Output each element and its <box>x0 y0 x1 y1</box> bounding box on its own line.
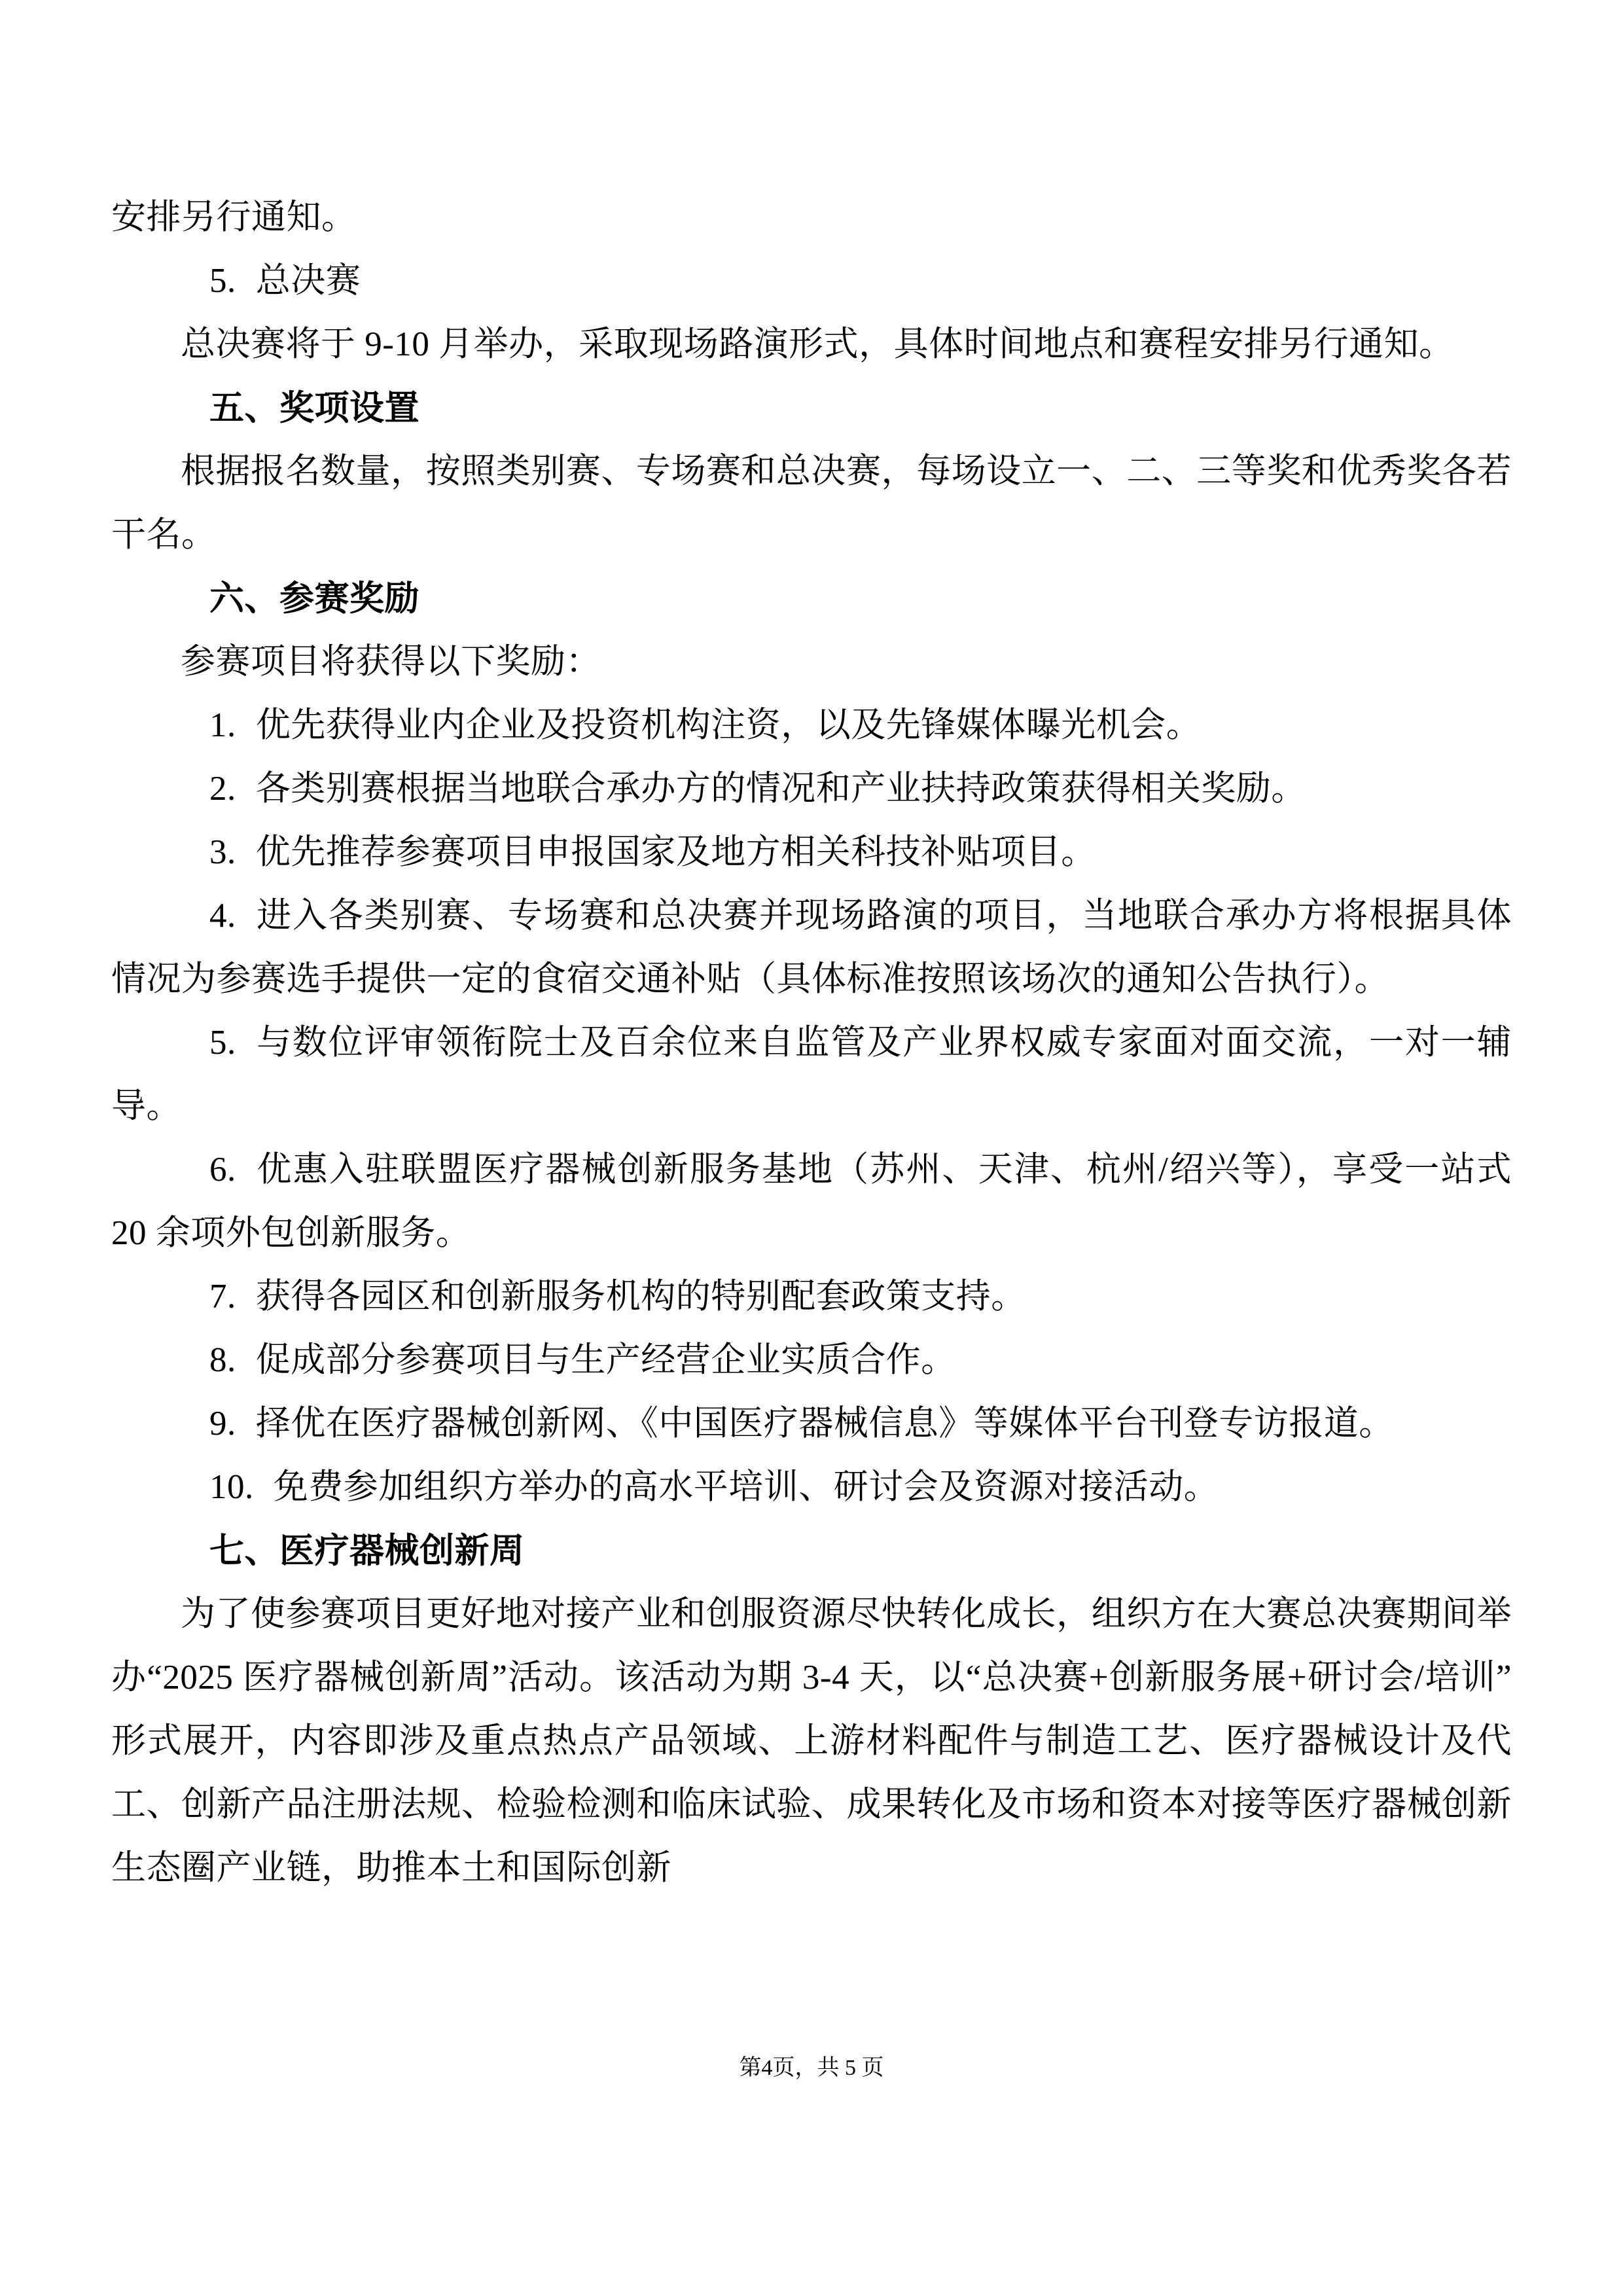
list-item <box>111 1329 1512 1392</box>
list-text: 与数位评审领衔院士及百余位来自监管及产业界权威专家面对面交流，一对一辅导。 <box>111 1024 1512 1125</box>
list-item <box>111 694 1512 757</box>
list-text: 获得各园区和创新服务机构的特别配套政策支持。 <box>255 1278 1026 1316</box>
list-number: 5. <box>209 1024 236 1062</box>
list-text: 优先推荐参赛项目申报国家及地方相关科技补贴项目。 <box>255 833 1096 871</box>
list-number: 3. <box>209 833 236 871</box>
page-footer: 第4页，共 5 页 <box>739 2056 884 2080</box>
list-text: 促成部分参赛项目与生产经营企业实质合作。 <box>255 1341 956 1379</box>
list-text: 优先获得业内企业及投资机构注资，以及先锋媒体曝光机会。 <box>255 706 1202 744</box>
list-number: 9. <box>209 1405 236 1443</box>
list-text: 择优在医疗器械创新网、《中国医疗器械信息》等媒体平台刊登专访报道。 <box>255 1405 1394 1443</box>
list-item <box>111 821 1512 884</box>
section-heading: 五、奖项设置 <box>209 389 419 427</box>
document-body <box>111 186 1512 1900</box>
list-item <box>111 1011 1512 1138</box>
list-item <box>111 249 1512 313</box>
paragraph: 为了使参赛项目更好地对接产业和创服资源尽快转化成长，组织方在大赛总决赛期间举办“2025 医疗器械创新周”活动。该活动为期 3-4 天，以“总决赛+创新服务展+研讨会/培训” 形式展开，内容即涉及重点热点产品领域、上游材料配件与制造工艺、医疗器械设计及代工、创新产品注册法规、检验检测和临床试验、成果转化及市场和资本对接等医疗器械创新生态圈产业链，助推本土和国际创新 <box>111 1595 1512 1887</box>
list-number: 7. <box>209 1278 236 1316</box>
list-number: 10. <box>209 1468 254 1506</box>
list-number: 6. <box>209 1151 236 1189</box>
paragraph: 总决赛将于 9-10 月举办，采取现场路演形式，具体时间地点和赛程安排另行通知。 <box>181 325 1454 363</box>
list-number: 4. <box>209 897 236 935</box>
list-item <box>111 757 1512 821</box>
list-item <box>111 1456 1512 1519</box>
section-heading: 七、医疗器械创新周 <box>209 1532 525 1570</box>
paragraph: 参赛项目将获得以下奖励： <box>181 643 601 681</box>
list-item <box>111 1392 1512 1456</box>
list-number: 5. <box>209 262 236 300</box>
paragraph: 安排另行通知。 <box>111 198 357 236</box>
list-text: 总决赛 <box>255 262 361 300</box>
list-number: 8. <box>209 1341 236 1379</box>
list-text: 优惠入驻联盟医疗器械创新服务基地（苏州、天津、杭州/绍兴等），享受一站式 20 余项外包创新服务。 <box>111 1151 1512 1252</box>
list-number: 1. <box>209 706 236 744</box>
paragraph: 根据报名数量，按照类别赛、专场赛和总决赛，每场设立一、二、三等奖和优秀奖各若干名。 <box>111 452 1512 554</box>
list-item <box>111 884 1512 1011</box>
section-heading: 六、参赛奖励 <box>209 579 419 618</box>
list-text: 免费参加组织方举办的高水平培训、研讨会及资源对接活动。 <box>273 1468 1219 1506</box>
list-text: 各类别赛根据当地联合承办方的情况和产业扶持政策获得相关奖励。 <box>255 770 1306 808</box>
list-item <box>111 1138 1512 1265</box>
list-text: 进入各类别赛、专场赛和总决赛并现场路演的项目，当地联合承办方将根据具体情况为参赛选手提供一定的食宿交通补贴（具体标准按照该场次的通知公告执行）。 <box>111 897 1512 998</box>
list-number: 2. <box>209 770 236 808</box>
list-item <box>111 1265 1512 1329</box>
